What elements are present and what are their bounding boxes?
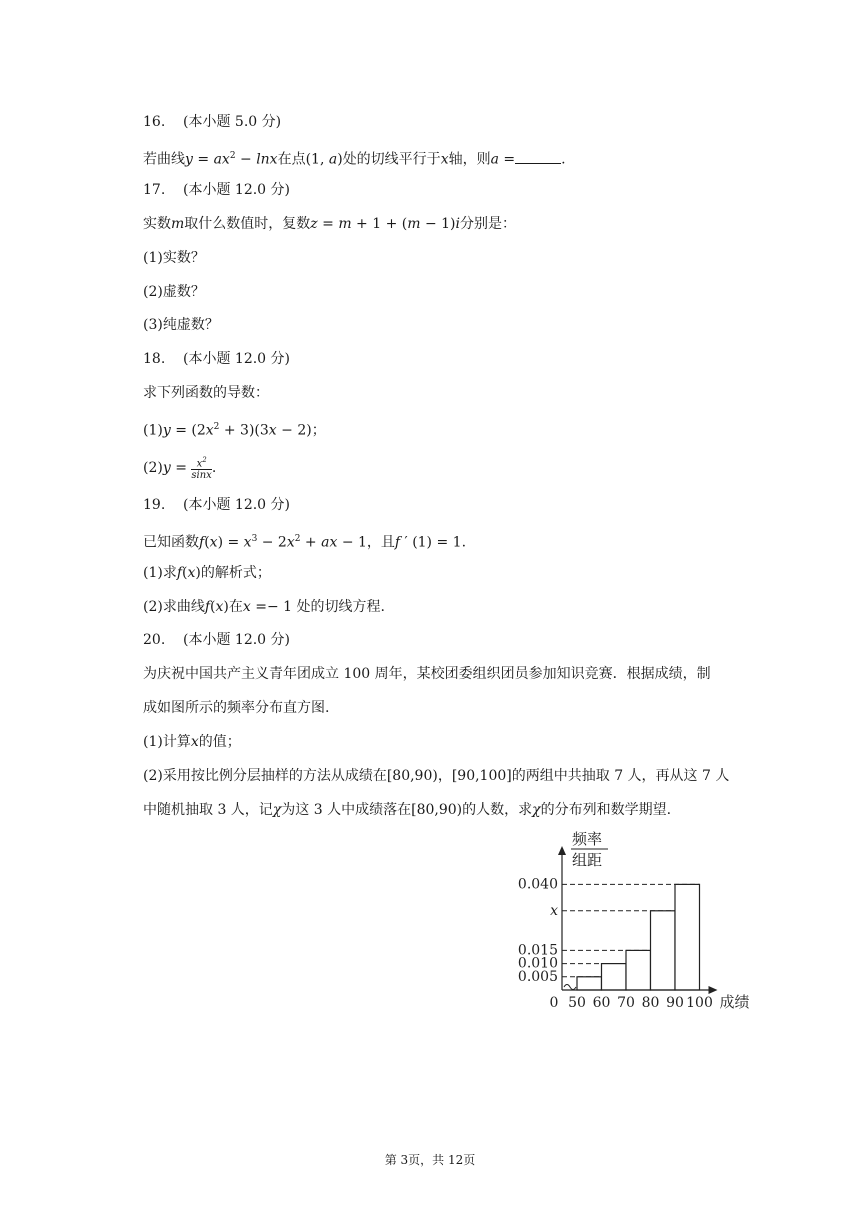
q19-text: 已知函数 [143,534,199,551]
q19-period: . [461,534,467,551]
y-axis-label-bottom: 组距 [572,851,603,869]
y-tick-label: x [550,902,558,919]
q17-score: (本小题 12.0 分) [183,182,290,198]
q18-part-2: (2)y = $\frac{x^2}{\sin x}$ . [143,456,217,482]
y-tick-label: 0.040 [517,876,558,893]
q20-part-2-text-3: 的分布列和数学期望. [540,802,672,818]
x-axis-label: 成绩 [719,993,750,1011]
q16-number: 16. [143,114,166,130]
q17-text-3: 分别是： [460,216,516,232]
q20-part-2-text-2: 为这 3 人中成绩落在[80,90)的人数，求 [281,802,533,818]
q18-score: (本小题 12.0 分) [183,351,290,367]
q18-number: 18. [143,351,166,367]
q16-header [143,112,281,132]
x-tick-label: 50 [568,995,586,1011]
q17-part-1: (1)实数？ [143,250,205,266]
q20-score: (本小题 12.0 分) [183,632,290,648]
y-tick-label: 0.015 [517,942,558,959]
q17-part-3: (3)纯虚数？ [143,317,219,333]
histogram-bar [675,884,700,990]
part-end: ； [311,422,326,439]
y-axis-arrow [558,846,566,855]
q16-text-2: 在点 [277,151,306,168]
q18-header [143,349,290,369]
q17-body: 实数m取什么数值时，复数z = m + 1 + (m − 1)i分别是： [143,216,516,232]
q19-part-2: (2)求曲线f(x)在x =− 1 处的切线方程. [143,599,385,615]
x-tick-label: 70 [617,995,635,1011]
q17-text: 实数 [143,216,171,232]
q20-part-1: (1)计算x的值； [143,734,241,750]
q19-text-2: ，且 [366,534,395,551]
q18-part-1: $(1)y = (2x^2 + 3)(3x - 2)$； [143,422,326,439]
origin-label: 0 [549,995,559,1011]
part-label: (2) [143,460,163,477]
q19-part-2-text-3: 处的切线方程. [296,599,385,615]
frequency-histogram [510,824,760,1014]
y-axis-label-top: 频率 [572,830,603,848]
q20-part-2-text: 中随机抽取 3 人，记 [143,802,273,818]
x-tick-label: 80 [641,995,660,1011]
q16-text-4: 轴，则 [448,151,491,168]
q19-part-2-text-2: 在 [228,599,243,615]
axis-break-mark [564,985,576,990]
answer-blank [515,151,561,164]
y-tick-label: 0.010 [517,955,558,972]
q20-part-2-line-1: (2)采用按比例分层抽样的方法从成绩在[80,90)，[90,100]的两组中共抽取 7 人，再从这 7 人 [143,768,730,784]
q20-part-1-text-2: 的值； [198,734,241,750]
q19-part-1-text-2: 的解析式； [200,565,271,581]
histogram-bar [626,950,651,990]
q19-part-1: (1)求f(x)的解析式； [143,565,271,581]
q20-line-2: 成如图所示的频率分布直方图. [143,700,330,716]
q19-body: 已知函数$f(x) = x^3 - 2x^2$ + ax − 1，且f ′ (1) = 1. [143,534,467,551]
q16-period: . [561,151,566,168]
histogram-bar [651,911,676,990]
q20-line-1: 为庆祝中国共产主义青年团成立 100 周年，某校团委组织团员参加知识竞赛．根据成绩，制 [143,666,711,682]
x-tick-label: 60 [592,995,611,1011]
part-label: (1) [143,422,163,439]
q16-text-3: 处的切线平行于 [342,151,441,168]
q16-score: (本小题 5.0 分) [183,114,282,130]
x-tick-label: 90 [666,995,684,1011]
q17-part-2: (2)虚数？ [143,284,205,300]
q20-header [143,630,290,650]
q17-text-2: 取什么数值时，复数 [184,216,311,232]
x-tick-label: 100 [686,995,713,1011]
q19-part-2-text: (2)求曲线 [143,599,205,615]
q19-part-1-text: (1)求 [143,565,177,581]
page-footer: 第 3页，共 12页 [384,1153,476,1167]
q20-part-1-text: (1)计算 [143,734,191,750]
part-end: . [211,460,217,477]
q19-number: 19. [143,497,166,513]
fraction: $\frac{x^2}{\sin x}$ [191,456,212,482]
histogram-bar [577,977,602,990]
q16-text: 若曲线 [143,151,185,168]
q19-header [143,495,290,515]
q16-body: 若曲线$y = ax^2 - \ln x$在点(1, a)处的切线平行于x轴，则a = . [143,151,566,168]
q16-formula: y [185,151,193,168]
q20-number: 20. [143,632,166,648]
x-axis-arrow [709,986,718,994]
q17-number: 17. [143,182,166,198]
q19-score: (本小题 12.0 分) [183,497,290,513]
y-tick-label: 0.005 [517,968,558,985]
histogram-bar [602,964,627,990]
q20-part-2-line-2: 中随机抽取 3 人，记χ为这 3 人中成绩落在[80,90)的人数，求χ的分布列和数学期望. [143,802,672,818]
q18-intro: 求下列函数的导数： [143,385,269,401]
q17-header [143,180,290,200]
